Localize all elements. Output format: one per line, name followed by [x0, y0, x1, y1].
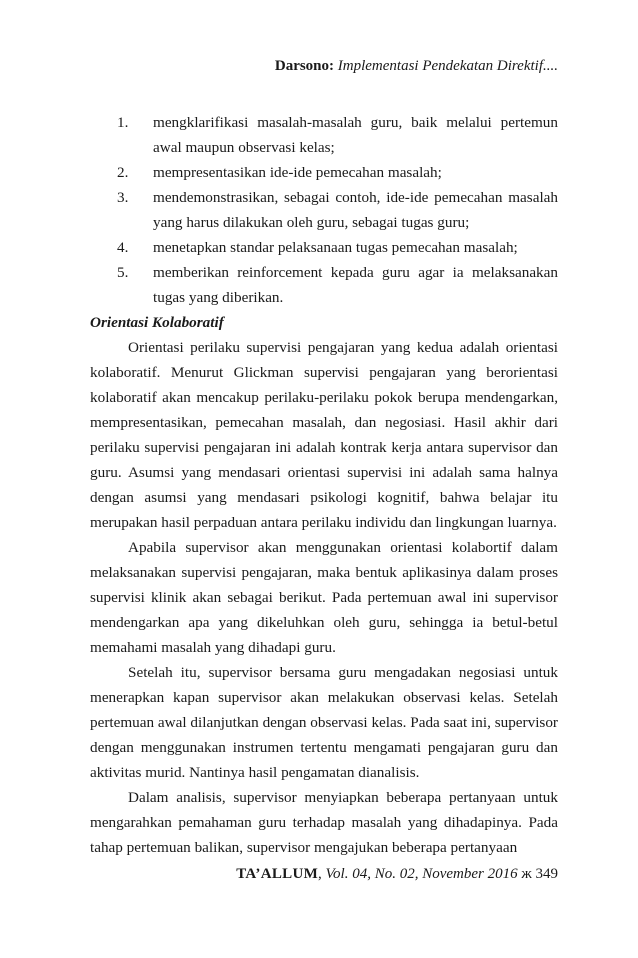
list-item — [117, 110, 558, 160]
paragraph: Orientasi perilaku supervisi pengajaran yang kedua adalah orientasi kolaboratif. Menurut Glickman supervisi pengajaran yang berorientasi kolaboratif akan mencakup perilaku-perilaku pokok berupa mendengarkan, mempresentasikan, pemecahan masalah, dan negosiasi. Hasil akhir dari perilaku supervisi pengajaran ini adalah kontrak kerja antara supervisor dan guru. Asumsi yang mendasari orientasi supervisi ini adalah sama halnya dengan asumsi yang mendasari psikologi kognitif, bahwa belajar itu merupakan hasil perpaduan antara perilaku individu dan lingkungan luarnya. — [90, 339, 558, 531]
header-author: Darsono: — [274, 58, 335, 74]
list-item — [117, 260, 558, 310]
list-text: menetapkan standar pelaksanaan tugas pemecahan masalah; — [153, 239, 518, 256]
section-title: Orientasi Kolaboratif — [90, 314, 224, 331]
running-header — [275, 58, 558, 75]
paragraph: Dalam analisis, supervisor menyiapkan beberapa pertanyaan untuk mengarahkan pemahaman guru terhadap masalah yang dihadapinya. Pada tahap pertemuan balikan, supervisor mengajukan beberapa pertanyaan — [90, 789, 558, 856]
list-text: mendemonstrasikan, sebagai contoh, ide-ide pemecahan masalah yang harus dilakukan oleh guru, sebagai tugas guru; — [153, 189, 558, 231]
list-item — [117, 235, 558, 260]
paragraph: Setelah itu, supervisor bersama guru mengadakan negosiasi untuk menerapkan kapan supervisor akan melakukan observasi kelas. Setelah pertemuan awal dilanjutkan dengan observasi kelas. Pada saat ini, supervisor dengan menggunakan instrumen tertentu mengamati pengajaran guru dan aktivitas murid. Nantinya hasil pengamatan dianalisis. — [90, 664, 558, 781]
list-text: mempresentasikan ide-ide pemecahan masalah; — [153, 164, 442, 181]
numbered-list — [117, 110, 558, 310]
footer-journal: TA’ALLUM — [236, 866, 319, 882]
list-number: 5. — [117, 264, 129, 281]
footer-volume: Vol. 04, No. 02, November 2016 — [325, 866, 518, 882]
list-item — [117, 160, 558, 185]
paragraph: Apabila supervisor akan menggunakan orientasi kolabortif dalam melaksanakan supervisi pengajaran, maka bentuk aplikasinya dalam proses supervisi klinik akan sebagai berikut. Pada pertemuan awal ini supervisor mendengarkan apa yang dikeluhkan oleh guru, sehingga ia betul-betul memahami masalah yang dihadapi guru. — [90, 539, 558, 656]
list-number: 3. — [117, 189, 129, 206]
running-footer: TA’ALLUM, Vol. 04, No. 02, November 2016 ж 349 — [236, 866, 558, 882]
list-text: mengklarifikasi masalah-masalah guru, baik melalui pertemun awal maupun observasi kelas; — [153, 114, 558, 156]
list-number: 1. — [117, 114, 129, 131]
list-number: 2. — [117, 164, 129, 181]
list-item — [117, 185, 558, 235]
list-number: 4. — [117, 239, 129, 256]
footer-separator: ж — [521, 866, 532, 882]
section-body — [90, 310, 558, 860]
list-text: memberikan reinforcement kepada guru agar ia melaksanakan tugas yang diberikan. — [153, 264, 558, 306]
header-title: Implementasi Pendekatan Direktif.... — [337, 58, 558, 74]
page-number: 349 — [535, 866, 558, 882]
